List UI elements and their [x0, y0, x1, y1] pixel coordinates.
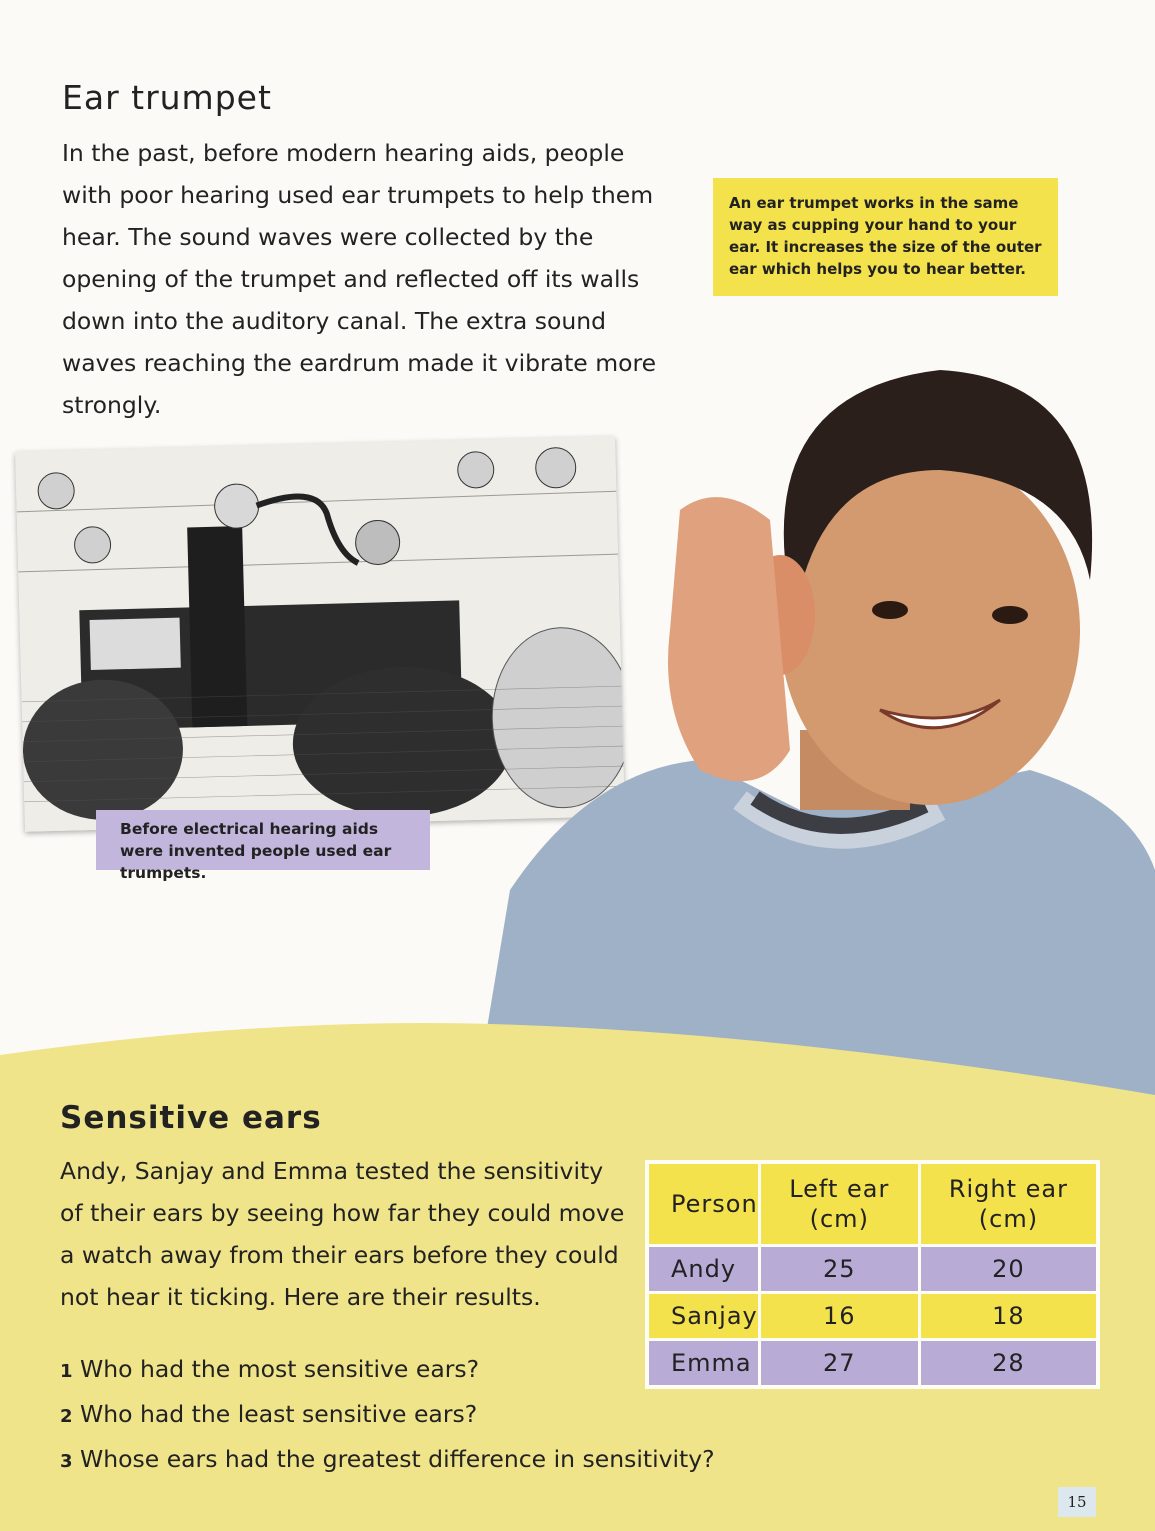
header-person: Person: [647, 1162, 759, 1246]
table-row: Sanjay 16 18: [647, 1293, 1098, 1340]
results-table: [645, 1160, 1100, 1389]
callout-box: An ear trumpet works in the same way as cupping your hand to your ear. It increases the size of the outer ear which helps you to hear better.: [713, 178, 1058, 296]
page-number: 15: [1058, 1487, 1096, 1517]
engraving-caption: Before electrical hearing aids were invented people used ear trumpets.: [96, 810, 430, 870]
table-row: Emma 27 28: [647, 1340, 1098, 1388]
table-row: Andy 25 20: [647, 1246, 1098, 1293]
boy-cupping-ear-photo: [470, 330, 1155, 1130]
section-title-sensitive-ears: Sensitive ears: [60, 1100, 322, 1136]
table-header-row: [647, 1162, 1098, 1246]
section-title-ear-trumpet: Ear trumpet: [62, 78, 272, 117]
question-3: 3 Whose ears had the greatest difference in sensitivity?: [60, 1445, 715, 1473]
header-left-ear: Left ear (cm): [759, 1162, 919, 1246]
intro-paragraph: In the past, before modern hearing aids, people with poor hearing used ear trumpets to help them hear. The sound waves were collected by the opening of the trumpet and reflected off its walls down into the auditory canal. The extra sound waves reaching the eardrum made it vibrate more strongly.: [62, 139, 657, 419]
question-1: 1 Who had the most sensitive ears?: [60, 1355, 480, 1383]
sensitive-ears-paragraph: Andy, Sanjay and Emma tested the sensitivity of their ears by seeing how far they could move a watch away from their ears before they could not hear it ticking. Here are their results.: [60, 1157, 625, 1311]
question-2: 2 Who had the least sensitive ears?: [60, 1400, 478, 1428]
header-right-ear: Right ear (cm): [919, 1162, 1098, 1246]
questions-list: [60, 1348, 715, 1483]
